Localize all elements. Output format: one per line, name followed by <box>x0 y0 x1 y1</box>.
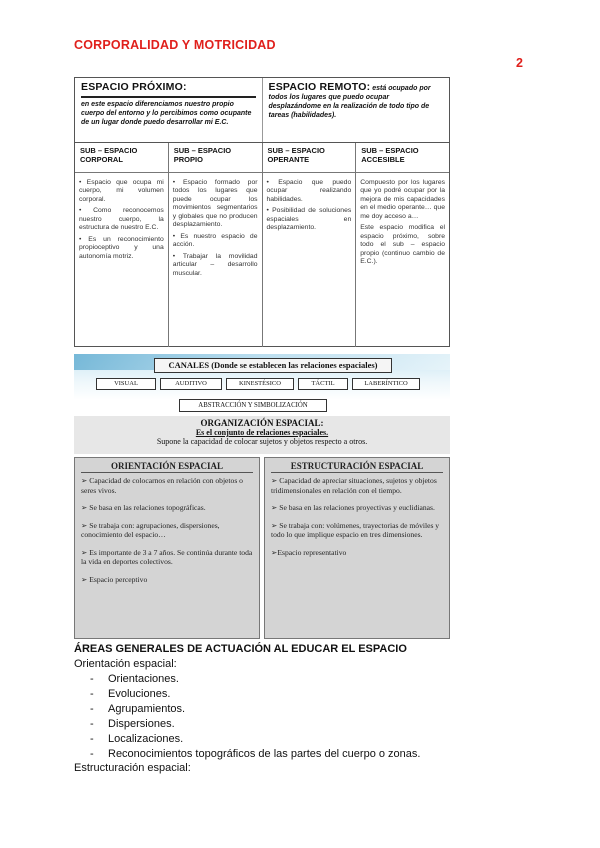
subespacio-item: • Es un reconocimiento propioceptivo y una autonomía motriz. <box>79 235 164 260</box>
channel-box: KINESTÉSICO <box>226 378 294 390</box>
subespacio-column <box>75 143 169 347</box>
list-item-text: Localizaciones. <box>108 733 184 745</box>
subespacio-column <box>263 143 357 347</box>
estructuracion-label: Estructuración espacial: <box>74 762 191 774</box>
list-item-text: Agrupamientos. <box>108 703 186 715</box>
list-item-text: Orientaciones. <box>108 673 179 685</box>
list-dash: - <box>90 718 94 730</box>
organizacion-title: ORGANIZACIÓN ESPACIAL: <box>200 418 324 428</box>
subespacio-body <box>75 173 168 270</box>
channel-box: TÁCTIL <box>298 378 348 390</box>
list-item <box>90 718 175 730</box>
list-dash: - <box>90 733 94 745</box>
document-title: CORPORALIDAD Y MOTRICIDAD <box>74 38 276 52</box>
channel-box: LABERÍNTICO <box>352 378 420 390</box>
subespacio-item: Compuesto por los lugares que yo podré ocupar por la mejora de mis capacidades en el medio operante… que me doy acceso a… <box>360 179 445 220</box>
orientacion-panel-title: ORIENTACIÓN ESPACIAL <box>81 461 253 473</box>
subespacio-item: • Espacio formado por todos los lugares que puede ocupar los movimientos segmentarios y globales que no producen desplazamiento. <box>172 179 258 229</box>
canales-diagram-figure <box>74 354 450 639</box>
orientacion-label: Orientación espacial: <box>74 658 177 670</box>
list-item <box>90 688 170 700</box>
subespacio-item: • Trabajar la movilidad articular – desarrollo muscular. <box>172 252 258 277</box>
list-item <box>90 733 183 745</box>
panel-item: ➢Espacio representativo <box>271 547 347 557</box>
abstraccion-box: ABSTRACCIÓN Y SIMBOLIZACIÓN <box>179 399 327 412</box>
list-dash: - <box>90 688 94 700</box>
panel-item: ➢ Se trabaja con: volúmenes, trayectorias de móviles y todo lo que implique espacio en tres dimensiones. <box>271 520 440 540</box>
subespacio-body <box>169 173 262 287</box>
panel-item: ➢ Se basa en las relaciones proyectivas y euclidianas. <box>271 503 435 513</box>
subespacio-columns <box>75 143 449 347</box>
orientacion-espacial-panel <box>74 457 260 639</box>
subespacio-item: • Espacio que ocupa mi cuerpo, mi volumen corporal. <box>79 179 164 203</box>
espacio-proximo-title: ESPACIO PRÓXIMO: <box>81 81 187 93</box>
espacio-header-row <box>75 78 449 143</box>
panel-item: ➢ Se trabaja con: agrupaciones, dispersiones, conocimiento del espacio… <box>81 520 220 540</box>
estructuracion-panel-title: ESTRUCTURACIÓN ESPACIAL <box>271 461 443 473</box>
list-item <box>90 673 179 685</box>
subespacio-item: • Espacio que puedo ocupar realizando habilidades. <box>266 179 352 203</box>
canales-box: CANALES (Donde se establecen las relaciones espaciales) <box>154 358 392 373</box>
list-item-text: Reconocimientos topográficos de las partes del cuerpo o zonas. <box>108 748 421 760</box>
espacio-table-figure <box>74 77 450 347</box>
subespacio-header: SUB – ESPACIO OPERANTE <box>263 143 356 173</box>
estructuracion-espacial-panel <box>264 457 450 639</box>
list-dash: - <box>90 703 94 715</box>
panel-item: ➢ Es importante de 3 a 7 años. Se continúa durante toda la vida en deportes colectivos. <box>81 547 253 567</box>
subespacio-item: • Es nuestro espacio de acción. <box>172 232 258 249</box>
divider <box>81 96 256 98</box>
subespacio-item: • Como reconocemos nuestro cuerpo, la estructura de nuestro E.C. <box>79 207 164 232</box>
list-item <box>90 748 420 760</box>
organizacion-espacial-box <box>74 416 450 454</box>
subespacio-item: Este espacio modifica el espacio próximo, sobre todo el sub – espacio propio (continuo cambio de E.C.). <box>360 224 445 266</box>
espacio-proximo-cell <box>75 78 263 142</box>
panel-item: ➢ Capacidad de colocarnos en relación con objetos o seres vivos. <box>81 476 243 495</box>
espacio-proximo-text: en este espacio diferenciamos nuestro propio cuerpo del entorno y lo percibimos como ocupante de un lugar donde puedo desarrollar mi E.C. <box>81 101 252 126</box>
channel-box: AUDITIVO <box>160 378 222 390</box>
panel-item: ➢ Espacio perceptivo <box>81 574 148 584</box>
list-dash: - <box>90 673 94 685</box>
subespacio-column <box>169 143 263 347</box>
channel-box: VISUAL <box>96 378 156 390</box>
section-heading: ÁREAS GENERALES DE ACTUACIÓN AL EDUCAR EL ESPACIO <box>74 643 407 655</box>
subespacio-column <box>356 143 449 347</box>
list-dash: - <box>90 748 94 760</box>
list-item-text: Evoluciones. <box>108 688 171 700</box>
page-number: 2 <box>516 56 523 70</box>
subespacio-header: SUB – ESPACIO PROPIO <box>169 143 262 173</box>
list-item-text: Dispersiones. <box>108 718 175 730</box>
subespacio-header: SUB – ESPACIO ACCESIBLE <box>356 143 449 173</box>
panel-item: ➢ Capacidad de apreciar situaciones, sujetos y objetos tridimensionales en relación con el tiempo. <box>271 476 437 495</box>
panel-item: ➢ Se basa en las relaciones topográficas. <box>81 503 206 513</box>
organizacion-definition: Es el conjunto de relaciones espaciales. <box>195 428 329 437</box>
subespacio-item: • Posibilidad de soluciones espaciales en desplazamiento. <box>266 207 352 232</box>
list-item <box>90 703 185 715</box>
espacio-remoto-cell <box>263 78 450 142</box>
organizacion-subtitle: Supone la capacidad de colocar sujetos y objetos respecto a otros. <box>156 437 368 446</box>
espacio-remoto-title: ESPACIO REMOTO: <box>268 81 371 93</box>
espacio-remoto-text: está ocupado por todos los lugares que puedo ocupar desplazándome en la realización de todo tipo de tareas (habilidades). <box>268 85 431 119</box>
subespacio-header: SUB – ESPACIO CORPORAL <box>75 143 168 173</box>
subespacio-body <box>263 173 356 242</box>
subespacio-body <box>356 173 449 276</box>
